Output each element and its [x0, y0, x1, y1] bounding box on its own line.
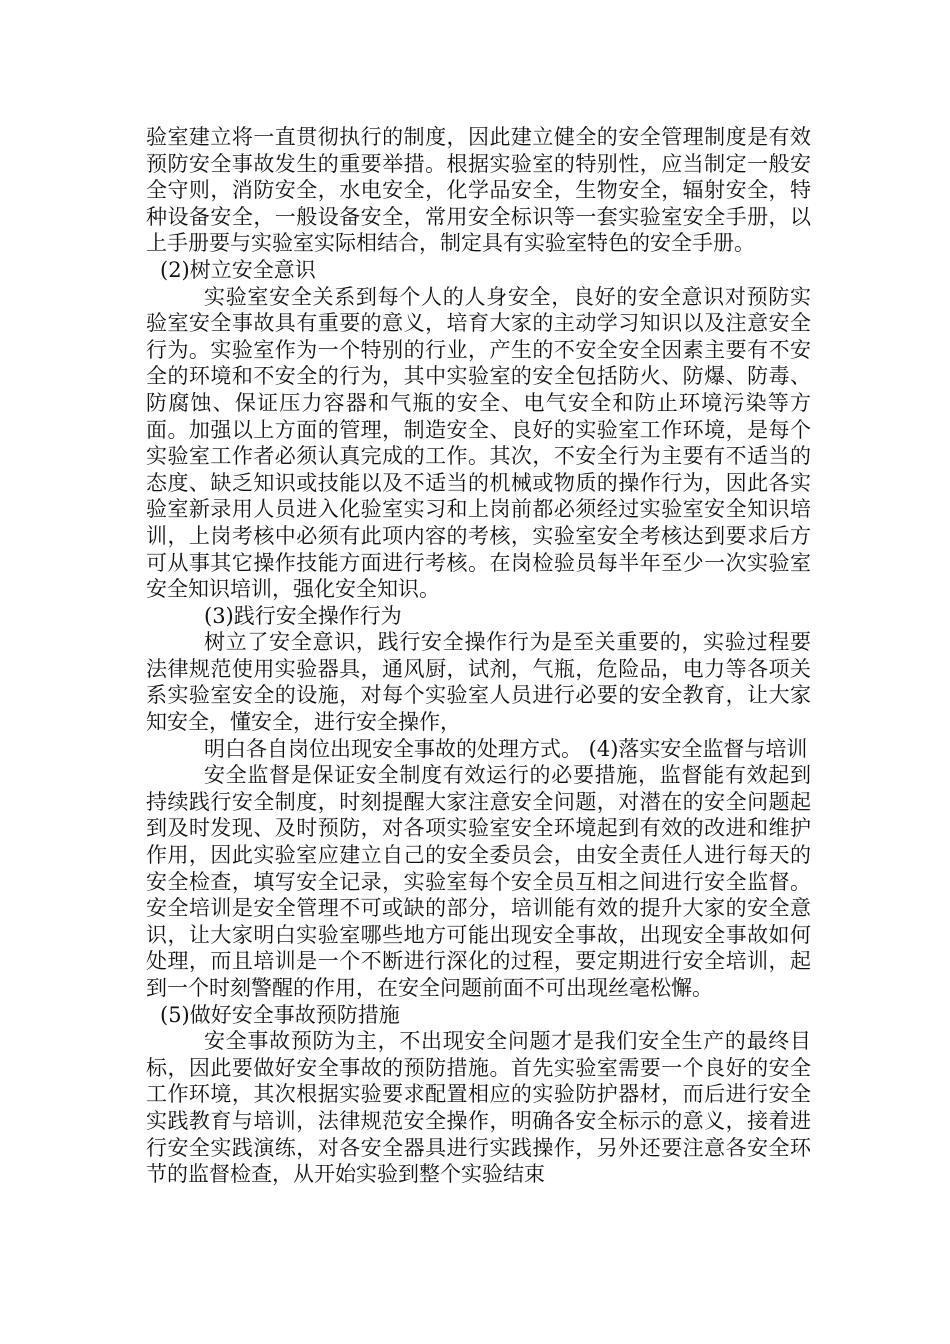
document-page [146, 124, 811, 1188]
heading-accident-prevention: (5)做好安全事故预防措施 [160, 1002, 400, 1027]
paragraph-accident-handling: 明白各自岗位出现安全事故的处理方式。 (4)落实安全监督与培训 [204, 736, 808, 761]
paragraph-safety-manual: 验室建立将一直贯彻执行的制度，因此建立健全的安全管理制度是有效预防安全事故发生的重要举措。根据实验室的特别性，应当制定一般安全守则，消防安全，水电安全，化学品安全，生物安全，辐射安全，特种设备安全，一般设备安全，常用安全标识等一套实验室安全手册，以上手册要与实验室实际相结合，制定具有实验室特色的安全手册。 [146, 125, 811, 256]
paragraph-safe-operation: 树立了安全意识，践行安全操作行为是至关重要的，实验过程要法律规范使用实验器具，通风厨，试剂，气瓶，危险品，电力等各项关系实验室安全的设施，对每个实验室人员进行必要的安全教育，让大家知安全，懂安全，进行安全操作， [146, 630, 811, 735]
paragraph-accident-prevention: 安全事故预防为主，不出现安全问题才是我们安全生产的最终目标，因此要做好安全事故的预防措施。首先实验室需要一个良好的安全工作环境，其次根据实验要求配置相应的实验防护器材，而后进行安全实践教育与培训，法律规范安全操作，明确各安全标示的意义，接着进行安全实践演练，对各安全器具进行实践操作，另外还要注意各安全环节的监督检查，从开始实验到整个实验结束 [146, 1029, 811, 1187]
heading-safety-awareness: (2)树立安全意识 [160, 257, 316, 282]
heading-safe-operation: (3)践行安全操作行为 [204, 603, 402, 628]
paragraph-supervision-training: 安全监督是保证安全制度有效运行的必要措施，监督能有效起到持续践行安全制度，时刻提醒大家注意安全问题，对潜在的安全问题起到及时发现、及时预防，对各项实验室安全环境起到有效的改进和维护作用，因此实验室应建立自己的安全委员会，由安全责任人进行每天的安全检查，填写安全记录，实验室每个安全员互相之间进行安全监督。安全培训是安全管理不可或缺的部分，培训能有效的提升大家的安全意识，让大家明白实验室哪些地方可能出现安全事故，出现安全事故如何处理，而且培训是一个不断进行深化的过程，要定期进行安全培训，起到一个时刻警醒的作用，在安全问题前面不可出现丝毫松懈。 [146, 763, 811, 1000]
paragraph-safety-awareness: 实验室安全关系到每个人的人身安全，良好的安全意识对预防实验室安全事故具有重要的意义，培育大家的主动学习知识以及注意安全行为。实验室作为一个特别的行业，产生的不安全安全因素主要有不安全的环境和不安全的行为，其中实验室的安全包括防火、防爆、防毒、防腐蚀、保证压力容器和气瓶的安全、电气安全和防止环境污染等方面。加强以上方面的管理，制造安全、良好的实验室工作环境，是每个实验室工作者必须认真完成的工作。其次，不安全行为主要有不适当的态度、缺乏知识或技能以及不适当的机械或物质的操作行为，因此各实验室新录用人员进入化验室实习和上岗前都必须经过实验室安全知识培训，上岗考核中必须有此项内容的考核，实验室安全考核达到要求后方可从事其它操作技能方面进行考核。在岗检验员每半年至少一次实验室安全知识培训，强化安全知识。 [146, 284, 811, 602]
